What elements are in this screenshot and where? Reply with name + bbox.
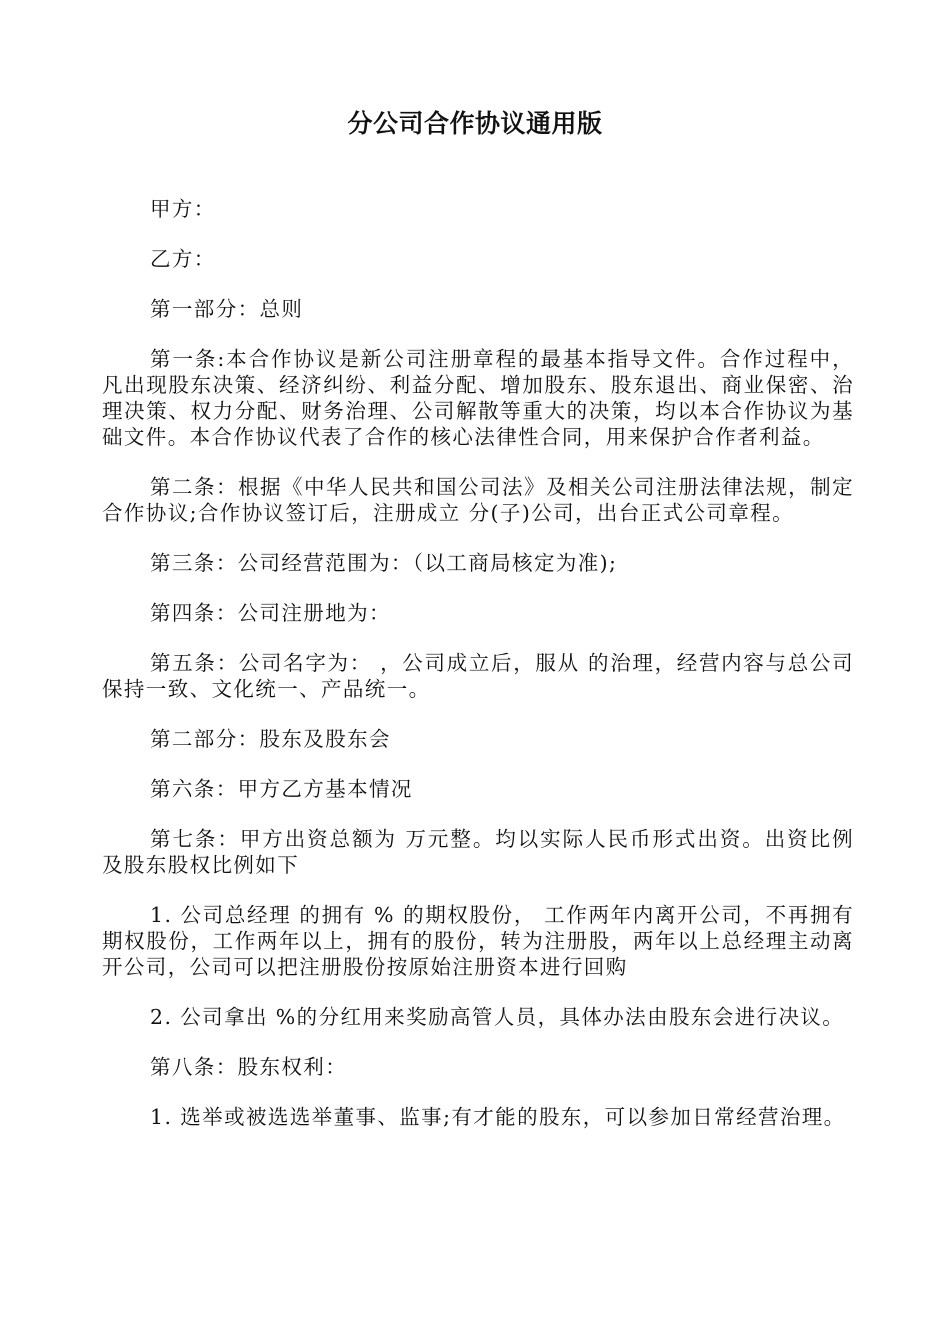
- part-one-heading: 第一部分：总则: [150, 297, 304, 321]
- article-7-item-1: 1. 公司总经理 的拥有 % 的期权股份， 工作两年内离开公司，不再拥有期权股份，工作两年以上，拥有的股份，转为注册股，两年以上总经理主动离开公司，公司可以把注册股份按原始注册资本进行回购: [102, 903, 854, 979]
- document-body: [102, 196, 854, 1154]
- article-8: 第八条：股东权利：: [150, 1055, 348, 1079]
- party-a-line: 甲方：: [150, 197, 216, 221]
- article-2: 第二条：根据《中华人民共和国公司法》及相关公司注册法律法规，制定合作协议;合作协议签订后，注册成立 分(子)公司，出台正式公司章程。: [102, 475, 854, 525]
- article-4: 第四条：公司注册地为：: [150, 601, 391, 625]
- part-two-heading: 第二部分：股东及股东会: [150, 727, 391, 751]
- article-5: 第五条：公司名字为： ，公司成立后，服从 的治理，经营内容与总公司保持一致、文化统一、产品统一。: [102, 651, 854, 701]
- article-7-item-2: 2. 公司拿出 %的分红用来奖励高管人员，具体办法由股东会进行决议。: [150, 1005, 845, 1029]
- article-7: 第七条：甲方出资总额为 万元整。均以实际人民币形式出资。出资比例及股东股权比例如下: [102, 827, 854, 877]
- document-title: 分公司合作协议通用版: [347, 109, 603, 138]
- article-8-item-1: 1. 选举或被选选举董事、监事;有才能的股东，可以参加日常经营治理。: [150, 1105, 846, 1129]
- article-6: 第六条：甲方乙方基本情况: [150, 777, 413, 801]
- party-b-line: 乙方：: [150, 247, 216, 271]
- article-3: 第三条：公司经营范围为：（以工商局核定为准);: [150, 551, 618, 575]
- article-1: 第一条:本合作协议是新公司注册章程的最基本指导文件。合作过程中，凡出现股东决策、经济纠纷、利益分配、增加股东、股东退出、商业保密、治理决策、权力分配、财务治理、公司解散等重大的决策，均以本合作协议为基础文件。本合作协议代表了合作的核心法律性合同，用来保护合作者利益。: [102, 347, 854, 449]
